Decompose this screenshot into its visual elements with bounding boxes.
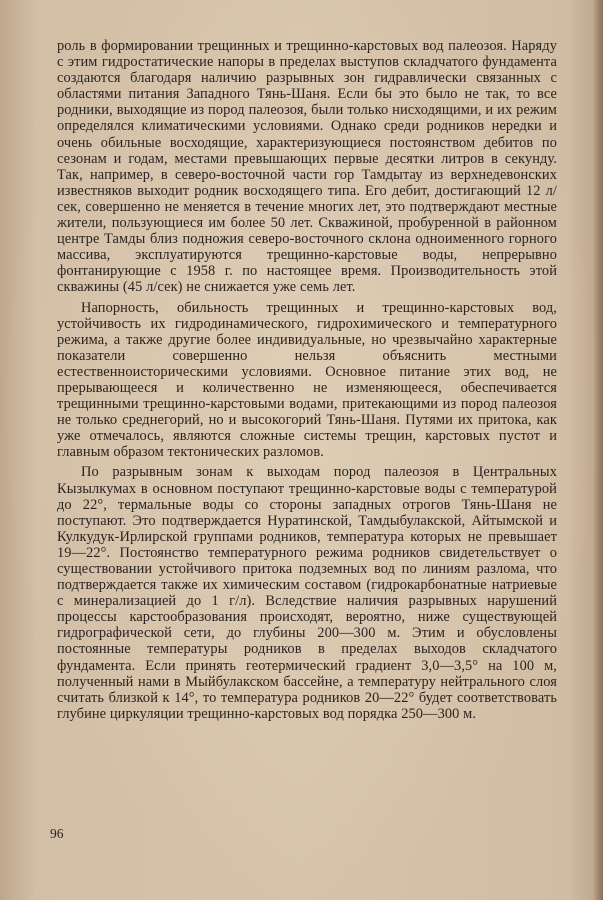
page-number: 96: [50, 826, 64, 841]
paragraph-2: Напорность, обильность трещинных и трещинно-карстовых вод, устойчивость их гидродинамического, гидрохимического и температурного режима, а также другие более индивидуальные, но чрезвычайно характерные показатели совершенно нельзя объяснить местными естественноисторическими условиями. Основное питание этих вод, не прерывающееся и количественно не изменяющееся, обеспечивается трещинными трещинно-карстовыми водами, притекающими из пород палеозоя не только среднегорий, но и высокогорий Тянь-Шаня. Путями их притока, как уже отмечалось, являются сложные системы трещин, карстовых пустот и главным образом тектонических разломов.: [57, 299, 557, 461]
paragraph-1: роль в формировании трещинных и трещинно-карстовых вод палеозоя. Наряду с этим гидростатические напоры в пределах выступов складчатого фундамента создаются благодаря наличию разрывных зон гидравлически связанных с областями питания Западного Тянь-Шаня. Если бы это было не так, то все родники, выходящие из пород палеозоя, были только нисходящими, и их режим определялся климатическими условиями. Однако среди родников нередки и очень обильные восходящие, характеризующиеся постоянством дебитов по сезонам и годам, местами превышающих первые десятки литров в секунду. Так, например, в северо-восточной части гор Тамдытау из верхнедевонских известняков выходит родник восходящего типа. Его дебит, достигающий 12 л/сек, совершенно не меняется в течение многих лет, это подтверждают местные жители, пользующиеся им более 50 лет. Скважиной, пробуренной в районном центре Тамды близ подножия северо-восточного склона одноименного горного массива, эксплуатируются трещинно-карстовые воды, непрерывно фонтанирующие с 1958 г. по настоящее время. Производительность этой скважины (45 л/сек) не снижается уже семь лет.: [57, 38, 557, 296]
paragraph-3: По разрывным зонам к выходам пород палеозоя в Центральных Кызылкумах в основном поступают трещинно-карстовые воды с температурой до 22°, термальные воды со стороны западных отрогов Тянь-Шаня не поступают. Это подтверждается Нуратинской, Тамдыбулакской, Айтымской и Кулкудук-Ирлирской группами родников, температура которых не превышает 19—22°. Постоянство температурного режима родников свидетельствует о существовании устойчивого притока подземных вод по линиям разлома, что подтверждается также их химическим составом (гидрокарбонатные натриевые с минерализацией до 1 г/л). Вследствие наличия разрывных нарушений процессы карстообразования происходят, вероятно, ниже существующей гидрографической сети, до глубины 200—300 м. Этим и обусловлены постоянные температуры родников в пределах выходов складчатого фундамента. Если принять геотермический градиент 3,0—3,5° на 100 м, полученный нами в Мыйбулакском бассейне, а температуру нейтрального слоя считать близкой к 14°, то температура родников 20—22° будет соответствовать глубине циркуляции трещинно-карстовых вод порядка 250—300 м.: [57, 464, 557, 722]
body-text: [57, 38, 557, 722]
